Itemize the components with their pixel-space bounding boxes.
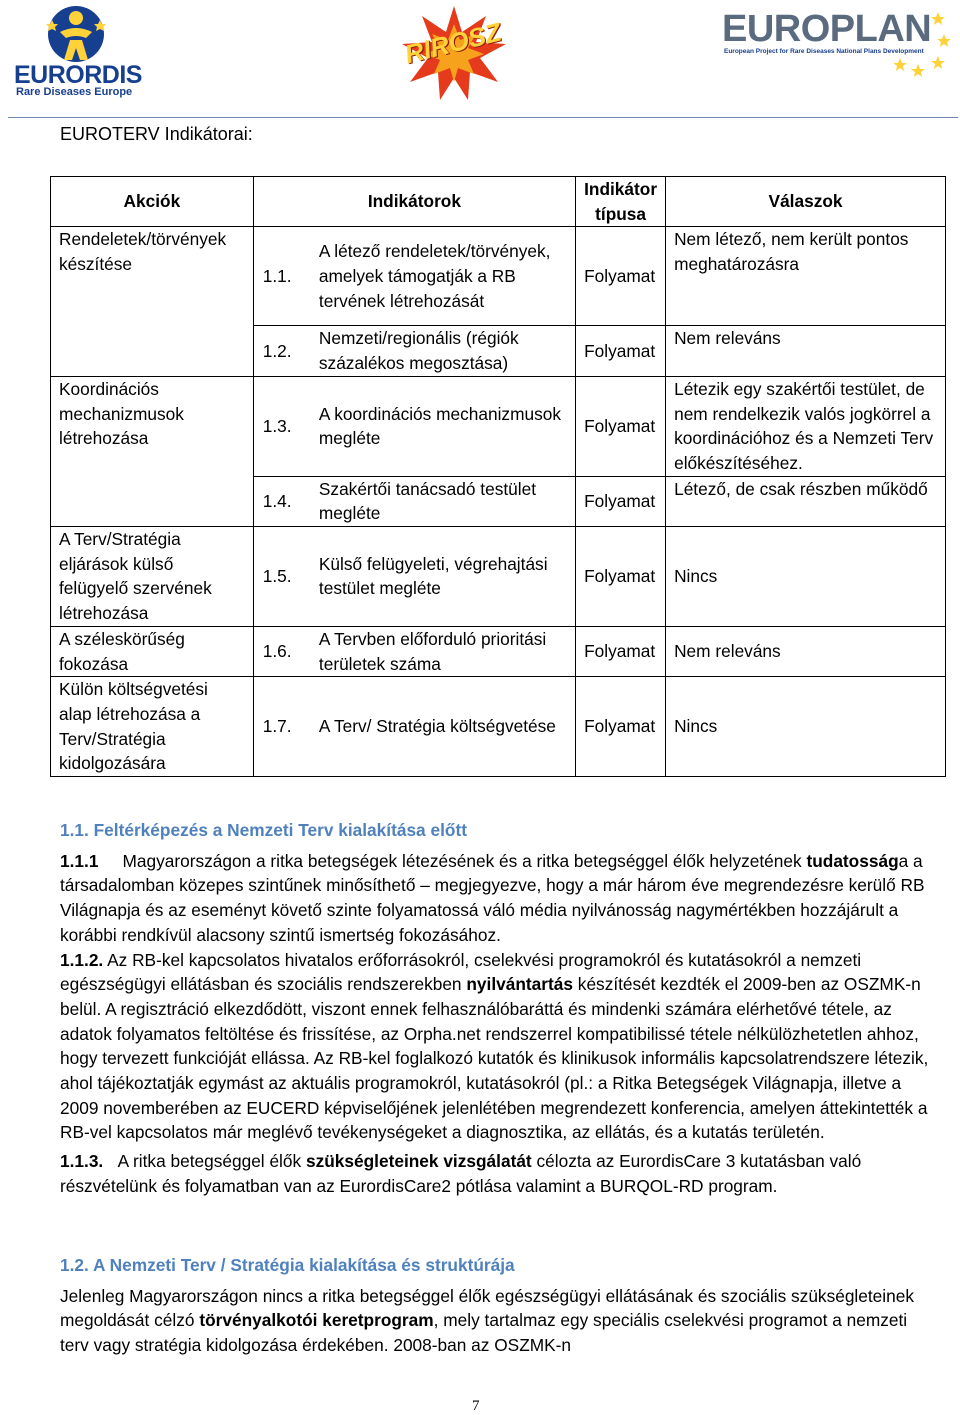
- indicator-number: 1.4.: [253, 476, 310, 526]
- stars-figure-icon: [14, 4, 139, 66]
- action-cell: A széleskörűség fokozása: [51, 626, 254, 676]
- indicator-text: Nemzeti/regionális (régiók százalékos megosztása): [310, 326, 576, 376]
- eu-stars-icon: [894, 8, 954, 82]
- answer-cell: Nincs: [666, 527, 946, 627]
- document-title: EUROTERV Indikátorai:: [60, 124, 253, 144]
- paragraph-number: 1.1.3.: [60, 1151, 104, 1172]
- indicator-number: 1.5.: [253, 527, 310, 627]
- indicator-number: 1.1.: [253, 227, 310, 326]
- logo-name: EUROPLAN: [722, 8, 932, 50]
- col-header-type: Indikátor típusa: [576, 177, 666, 227]
- indicator-type: Folyamat: [576, 227, 666, 326]
- answer-cell: Nem releváns: [666, 326, 946, 376]
- indicator-type: Folyamat: [576, 476, 666, 526]
- section-heading: 1.1. Feltérképezés a Nemzeti Terv kialakítása előtt: [60, 820, 467, 840]
- indicator-type: Folyamat: [576, 626, 666, 676]
- indicator-type: Folyamat: [576, 527, 666, 627]
- page-number: 7: [472, 1398, 480, 1414]
- answer-cell: Nem létező, nem került pontos meghatározásra: [666, 227, 946, 326]
- table-row: [51, 376, 946, 476]
- action-cell: A Terv/Stratégia eljárások külső felügyelő szervének létrehozása: [51, 527, 254, 627]
- indicator-type: Folyamat: [576, 677, 666, 777]
- action-cell: Koordinációs mechanizmusok létrehozása: [51, 376, 254, 526]
- europlan-logo: [722, 8, 954, 88]
- indicator-text: Szakértői tanácsadó testület megléte: [310, 476, 576, 526]
- logo-tagline: European Project for Rare Diseases National Plans Development: [724, 48, 924, 55]
- paragraph: 1.1.3. A ritka betegséggel élők szükségleteinek vizsgálatát célozta az EurordisCare 3 kutatásban való részvételünk és folyamatban van az EurordisCare2 pótlása valamint a BURQOL-RD program.: [60, 1151, 862, 1196]
- section-1-2: [60, 1253, 940, 1358]
- indicator-text: A koordinációs mechanizmusok megléte: [310, 376, 576, 476]
- indicator-number: 1.6.: [253, 626, 310, 676]
- answer-cell: Nem releváns: [666, 626, 946, 676]
- answer-cell: Nincs: [666, 677, 946, 777]
- section-body: [60, 1284, 940, 1358]
- indicator-table: [50, 176, 946, 777]
- section-heading: 1.2. A Nemzeti Terv / Stratégia kialakítása és struktúrája: [60, 1255, 515, 1275]
- table-row: [51, 626, 946, 676]
- table-row: [51, 227, 946, 326]
- rirosz-logo: [398, 2, 510, 102]
- table-header-row: [51, 177, 946, 227]
- answer-cell: Létezik egy szakértői testület, de nem rendelkezik valós jogkörrel a koordinációhoz és a Nemzeti Terv előkészítéséhez.: [666, 376, 946, 476]
- page-header: [0, 0, 960, 118]
- logo-tagline: Rare Diseases Europe: [16, 86, 133, 98]
- col-header-answers: Válaszok: [666, 177, 946, 227]
- section-1-1: [60, 818, 940, 1199]
- logo-name: RIROSZ: [401, 16, 505, 70]
- col-header-actions: Akciók: [51, 177, 254, 227]
- action-cell: Külön költségvetési alap létrehozása a Terv/Stratégia kidolgozására: [51, 677, 254, 777]
- paragraph: 1.1.1 Magyarországon a ritka betegségek létezésének és a ritka betegséggel élők helyzetének tudatossága a társadalomban közepes szintűnek minősíthető – megjegyezve, hogy a már három éve megrendezésre kerülő RB Világnapja és az eseményt követő szinte folyamatossá váló média nyilvánosság nagymértékben hozzájárult a korábbi rendkívül alacsony szintű ismertség fokozásához.: [60, 850, 925, 945]
- paragraph-number: 1.1.2.: [60, 949, 104, 970]
- indicator-text: A létező rendeletek/törvények, amelyek támogatják a RB tervének létrehozását: [310, 227, 576, 326]
- indicator-text: A Tervben előforduló prioritási területek száma: [310, 626, 576, 676]
- header-divider: [8, 117, 958, 118]
- indicator-number: 1.3.: [253, 376, 310, 476]
- action-cell: Rendeletek/törvények készítése: [51, 227, 254, 376]
- indicator-number: 1.7.: [253, 677, 310, 777]
- paragraph: 1.1.2. Az RB-kel kapcsolatos hivatalos erőforrásokról, cselekvési programokról és kutatásokról a nemzeti egészségügyi ellátásban és szociális rendszerekben nyilvántartás készítését kezdték el 2009-ben az OSZMK-n belül. A regisztráció elkezdődött, viszont ennek felhasználóbaráttá és mindenki számára elérhetővé tétele, az adatok folyamatos feltöltése és frissítése, az Orpha.net rendszerrel kompatibilissé tétele nélkülözhetetlen ahhoz, hogy tervezett funkcióját ellássa. Az RB-kel foglalkozó kutatók és klinikusok informális kapcsolatrendszere létezik, ahol tájékoztatják egymást az aktuális programokról, kutatásokról (pl.: a Ritka Betegségek Világnapja, illetve a 2009 novemberében az EUCERD képviselőjének jelenlétében megrendezett konferencia, amelyen áttekintették a RB-vel kapcsolatos már meglévő tevékenységeket a diagnosztika, az ellátás, és a kutatás területén.: [60, 949, 929, 1143]
- indicator-text: A Terv/ Stratégia költségvetése: [310, 677, 576, 777]
- paragraph-number: 1.1.1: [60, 850, 99, 871]
- paragraph: Jelenleg Magyarországon nincs a ritka betegséggel élők egészségügyi ellátásának és szociális szükségleteinek megoldását célzó törvényalkotói keretprogram, mely tartalmaz egy speciális cselekvési programot a nemzeti terv vagy stratégia kidolgozása érdekében. 2008-ban az OSZMK-n: [60, 1285, 914, 1356]
- table-row: [51, 527, 946, 627]
- eurordis-logo: [14, 4, 142, 98]
- table-row: [51, 677, 946, 777]
- indicator-type: Folyamat: [576, 326, 666, 376]
- indicator-text: Külső felügyeleti, végrehajtási testület megléte: [310, 527, 576, 627]
- indicator-type: Folyamat: [576, 376, 666, 476]
- logo-name: EURORDIS: [14, 61, 142, 89]
- section-body: [60, 849, 940, 1199]
- col-header-indicators: Indikátorok: [253, 177, 575, 227]
- indicator-number: 1.2.: [253, 326, 310, 376]
- answer-cell: Létező, de csak részben működő: [666, 476, 946, 526]
